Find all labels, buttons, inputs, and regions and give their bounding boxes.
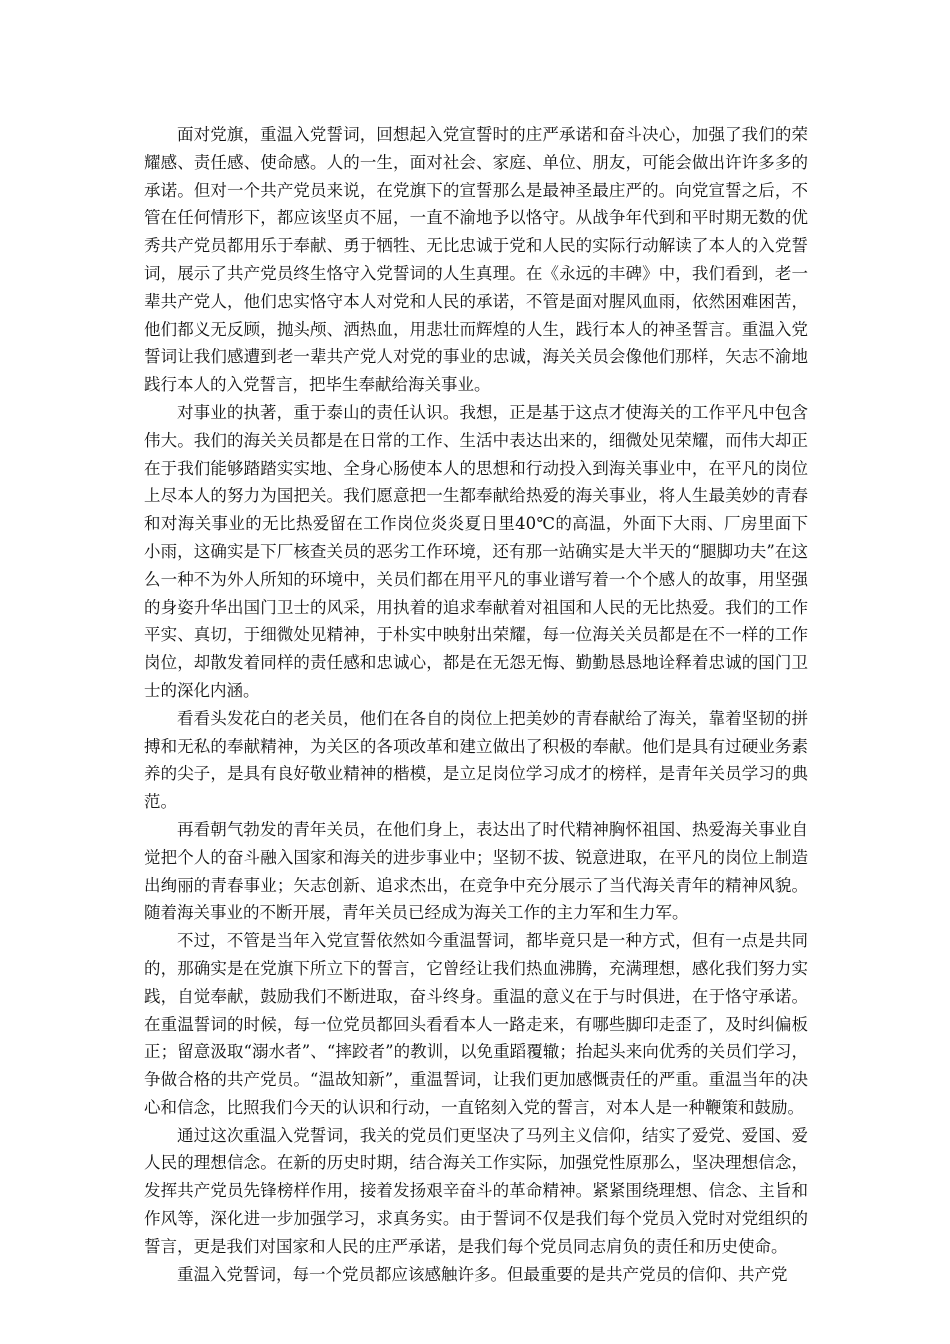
paragraph-7: 重温入党誓词，每一个党员都应该感触许多。但最重要的是共产党员的信仰、共产党	[177, 1264, 788, 1284]
document-body	[144, 121, 808, 1288]
paragraph-5: 不过，不管是当年入党宣誓依然如今重温誓词，都毕竟只是一种方式，但有一点是共同的，那确实是在党旗下所立下的誓言，它曾经让我们热血沸腾，充满理想，感化我们努力实践，自觉奉献，鼓励我们不断进取，奋斗终身。重温的意义在于与时俱进，在于恪守承诺。在重温誓词的时候，每一位党员都回头看看本人一路走来，有哪些脚印走歪了，及时纠偏板正；留意汲取“溺水者”、“摔跤者”的教训，以免重蹈覆辙；抬起头来向优秀的关员们学习，争做合格的共产党员。“温故知新”，重温誓词，让我们更加感慨责任的严重。重温当年的决心和信念，比照我们今天的认识和行动，一直铭刻入党的誓言，对本人是一种鞭策和鼓励。	[144, 931, 808, 1117]
paragraph-2: 对事业的执著，重于泰山的责任认识。我想，正是基于这点才使海关的工作平凡中包含伟大。我们的海关关员都是在日常的工作、生活中表达出来的，细微处见荣耀，而伟大却正在于我们能够踏踏实实地、全身心肠使本人的思想和行动投入到海关事业中，在平凡的岗位上尽本人的努力为国把关。我们愿意把一生都奉献给热爱的海关事业，将人生最美妙的青春和对海关事业的无比热爱留在工作岗位炎炎夏日里40℃的高温，外面下大雨、厂房里面下小雨，这确实是下厂核查关员的恶劣工作环境，还有那一站确实是大半天的“腿脚功夫”在这么一种不为外人所知的环境中，关员们都在用平凡的事业谱写着一个个感人的故事，用坚强的身姿升华出国门卫士的风采，用执着的追求奉献着对祖国和人民的无比热爱。我们的工作平实、真切，于细微处见精神，于朴实中映射出荣耀，每一位海关关员都是在不一样的工作岗位，却散发着同样的责任感和忠诚心，都是在无怨无悔、勤勤恳恳地诠释着忠诚的国门卫士的深化内涵。	[144, 402, 808, 700]
paragraph-6: 通过这次重温入党誓词，我关的党员们更坚决了马列主义信仰，结实了爱党、爱国、爱人民的理想信念。在新的历史时期，结合海关工作实际，加强党性原那么，坚决理想信念，发挥共产党员先锋榜样作用，接着发扬艰辛奋斗的革命精神。紧紧围绕理想、信念、主旨和作风等，深化进一步加强学习，求真务实。由于誓词不仅是我们每个党员入党时对党组织的誓言，更是我们对国家和人民的庄严承诺，是我们每个党员同志肩负的责任和历史使命。	[144, 1125, 808, 1256]
paragraph-3: 看看头发花白的老关员，他们在各自的岗位上把美妙的青春献给了海关，靠着坚韧的拼搏和无私的奉献精神，为关区的各项改革和建立做出了积极的奉献。他们是具有过硬业务素养的尖子，是具有良好敬业精神的楷模，是立足岗位学习成才的榜样，是青年关员学习的典范。	[144, 708, 808, 812]
paragraph-4: 再看朝气勃发的青年关员，在他们身上，表达出了时代精神胸怀祖国、热爱海关事业自觉把个人的奋斗融入国家和海关的进步事业中；坚韧不拔、锐意进取，在平凡的岗位上制造出绚丽的青春事业；矢志创新、追求杰出，在竞争中充分展示了当代海关青年的精神风貌。随着海关事业的不断开展，青年关员已经成为海关工作的主力军和生力军。	[144, 819, 808, 923]
paragraph-1: 面对党旗，重温入党誓词，回想起入党宣誓时的庄严承诺和奋斗决心，加强了我们的荣耀感、责任感、使命感。人的一生，面对社会、家庭、单位、朋友，可能会做出许许多多的承诺。但对一个共产党员来说，在党旗下的宣誓那么是最神圣最庄严的。向党宣誓之后，不管在任何情形下，都应该坚贞不屈，一直不渝地予以恪守。从战争年代到和平时期无数的优秀共产党员都用乐于奉献、勇于牺牲、无比忠诚于党和人民的实际行动解读了本人的入党誓词，展示了共产党员终生恪守入党誓词的人生真理。在《永远的丰碑》中，我们看到，老一辈共产党人，他们忠实恪守本人对党和人民的承诺，不管是面对腥风血雨，依然困难困苦，他们都义无反顾，抛头颅、洒热血，用悲壮而辉煌的人生，践行本人的神圣誓言。重温入党誓词让我们感遭到老一辈共产党人对党的事业的忠诚，海关关员会像他们那样，矢志不渝地践行本人的入党誓言，把毕生奉献给海关事业。	[144, 125, 808, 395]
